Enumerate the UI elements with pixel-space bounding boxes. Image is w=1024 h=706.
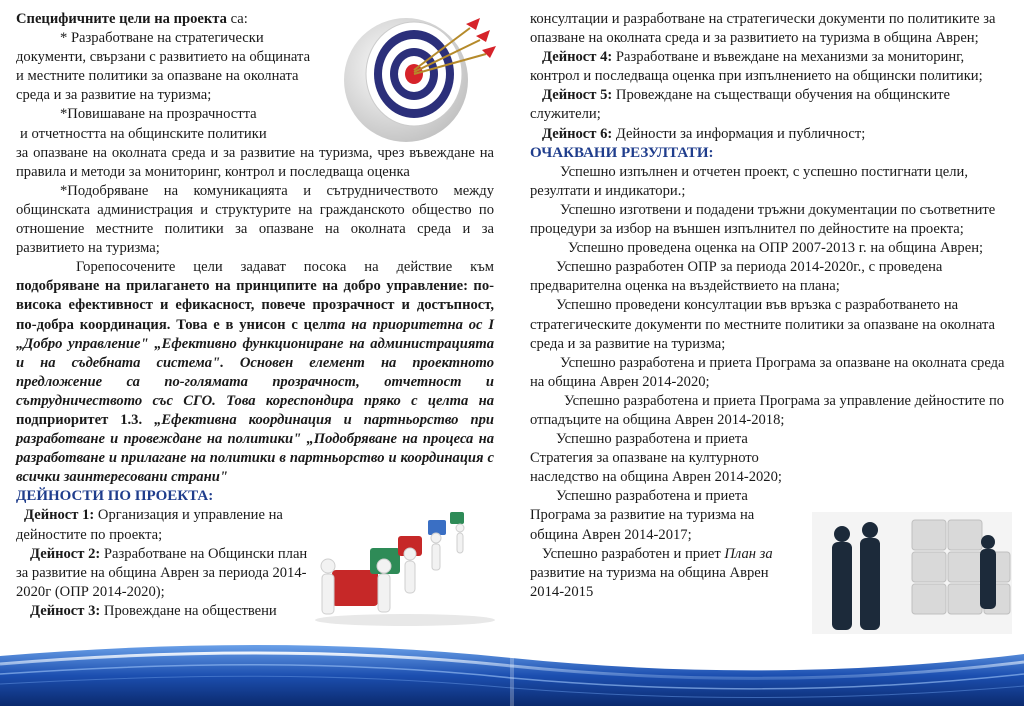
result-9: Успешно разработена и приета Програма за развитие на туризма на община Аврен 2014-2017; (530, 488, 755, 543)
goal-2-line-2: и отчетността на общинските политики (20, 125, 267, 142)
goal-2-rest: за опазване на околната среда и за развитие на туризма, чрез въвеждане на правила и методи за мониторинг, контрол и последваща оценка (16, 144, 494, 180)
goals-summary (16, 258, 494, 487)
subpriority-ref: подприоритет 1.3. (16, 411, 155, 428)
activity-3-label: Дейност 3: (30, 602, 101, 619)
goals-heading-tail: са: (226, 11, 248, 27)
goals-bold: подобряване на прилагането на принципите на добро управление: по-висока ефективност и ефикасност, повече прозрачност и достъпност, по-добра координация. Това е в унисон с цел (16, 278, 494, 333)
activities-heading: ДЕЙНОСТИ ПО ПРОЕКТА: (16, 488, 214, 505)
activity-6-text: Дейности за информация и публичност; (612, 125, 866, 142)
activity-1 (16, 506, 316, 544)
result-7: Успешно разработена и приета Програма за управление дейностите по отпадъците на община Аврен 2014-2018; (530, 392, 1005, 428)
goals-bold-italic-2: „Ефективна координация и партньорство при разработване и провеждане на политики" „Подобряване на процеса на разработване и прилагане на политики в партньорство и координация с всички заинтересовани страни" (16, 411, 494, 486)
result-8-line-2: Стратегия за опазване на културното наследство на община Аврен 2014-2020; (530, 450, 782, 486)
activity-2-text: Разработване на Общински план за развитие на община Аврен за периода 2014-2020г (ОПР 2014-2020); (16, 545, 308, 600)
business-puzzle-image (812, 512, 1012, 634)
target-arrows-image (330, 8, 498, 142)
result-3: Успешно проведена оценка на ОПР 2007-2013 г. на община Аврен; (568, 240, 984, 257)
activity-1-text: Организация и управление на дейностите по проекта; (16, 507, 283, 543)
activity-3 (16, 602, 316, 621)
activity-5-label: Дейност 5: (542, 87, 613, 104)
activity-3-text: Провеждане на обществени (100, 602, 277, 619)
result-4: Успешно разработен ОПР за периода 2014-2020г., с проведена предварителна оценка на въздействието на плана; (530, 259, 943, 295)
puzzle-people-image (310, 508, 500, 628)
goal-1: * Разработване на стратегически документи, свързани с развитието на общината и местните политики за опазване на околната среда и за развитие на туризма; (16, 30, 311, 104)
result-10 (530, 545, 800, 602)
result-8-line-1: Успешно разработена и приета (556, 431, 748, 448)
goal-2-line-1: *Повишаване на прозрачността (60, 106, 257, 123)
activity-6-label: Дейност 6: (542, 125, 613, 142)
activity-1-label: Дейност 1: (24, 507, 95, 524)
result-10-c: развитие на туризма на община Аврен 2014-2015 (530, 564, 769, 600)
results-heading: ОЧАКВАНИ РЕЗУЛТАТИ: (530, 144, 714, 161)
activity-4-label: Дейност 4: (542, 49, 613, 66)
activity-5 (530, 86, 1006, 124)
activity-5-text: Провеждане на съществащи обучения на общинските служители; (530, 87, 951, 123)
activity-6 (530, 125, 1006, 144)
result-10-italic-1: План (724, 545, 756, 562)
goals-heading: Специфичните цели на проекта (16, 11, 227, 27)
result-10-a: Успешно разработен и приет (542, 545, 725, 562)
activity-3-continued: консултации и разработване на стратегически документи по политиките за опазване на околната среда и за развитието на туризма в община Аврен; (530, 11, 996, 47)
result-1: Успешно изпълнен и отчетен проект, с успешно постигнати цели, резултати и индикатори.; (530, 163, 968, 199)
goals-bold-italic-1: та на приоритетна ос I „Добро управление" „Ефективно функциониране на администрацията и на съдебната система". Основен елемент на проектното предложение са по-голямата прозрачност, отчетност и сътрудничеството със СГО. Това кореспондира пряко с целта на (16, 316, 495, 409)
goal-3: *Подобряване на комуникацията и сътрудничеството между общинската администрация и структурите на гражданското общество по отношение местните политики за опазване на околната среда и за развитието на туризма; (16, 182, 494, 257)
result-5: Успешно проведени консултации във връзка с разработването на стратегическите документи по местните политики за опазване на околната среда и за развитие на туризма; (530, 297, 996, 352)
activity-4 (530, 48, 1006, 86)
result-6: Успешно разработена и приета Програма за опазване на околната среда на община Аврен 2014-2020; (530, 354, 1005, 390)
footer-wave-band (0, 634, 1024, 706)
goals-intro: Горепосочените цели задават посока на действие към (76, 259, 494, 276)
result-10-italic-2: за (759, 545, 773, 562)
activity-2-label: Дейност 2: (30, 545, 101, 562)
activity-2 (16, 545, 316, 602)
activity-4-text: Разработване и въвеждане на механизми за мониторинг, контрол и последваща оценка при изпълнението на общински политики; (530, 49, 983, 85)
result-2: Успешно изготвени и подадени тръжни документации по съответните процедури за избор на външен изпълнител по дейностите на проекта; (530, 201, 996, 238)
